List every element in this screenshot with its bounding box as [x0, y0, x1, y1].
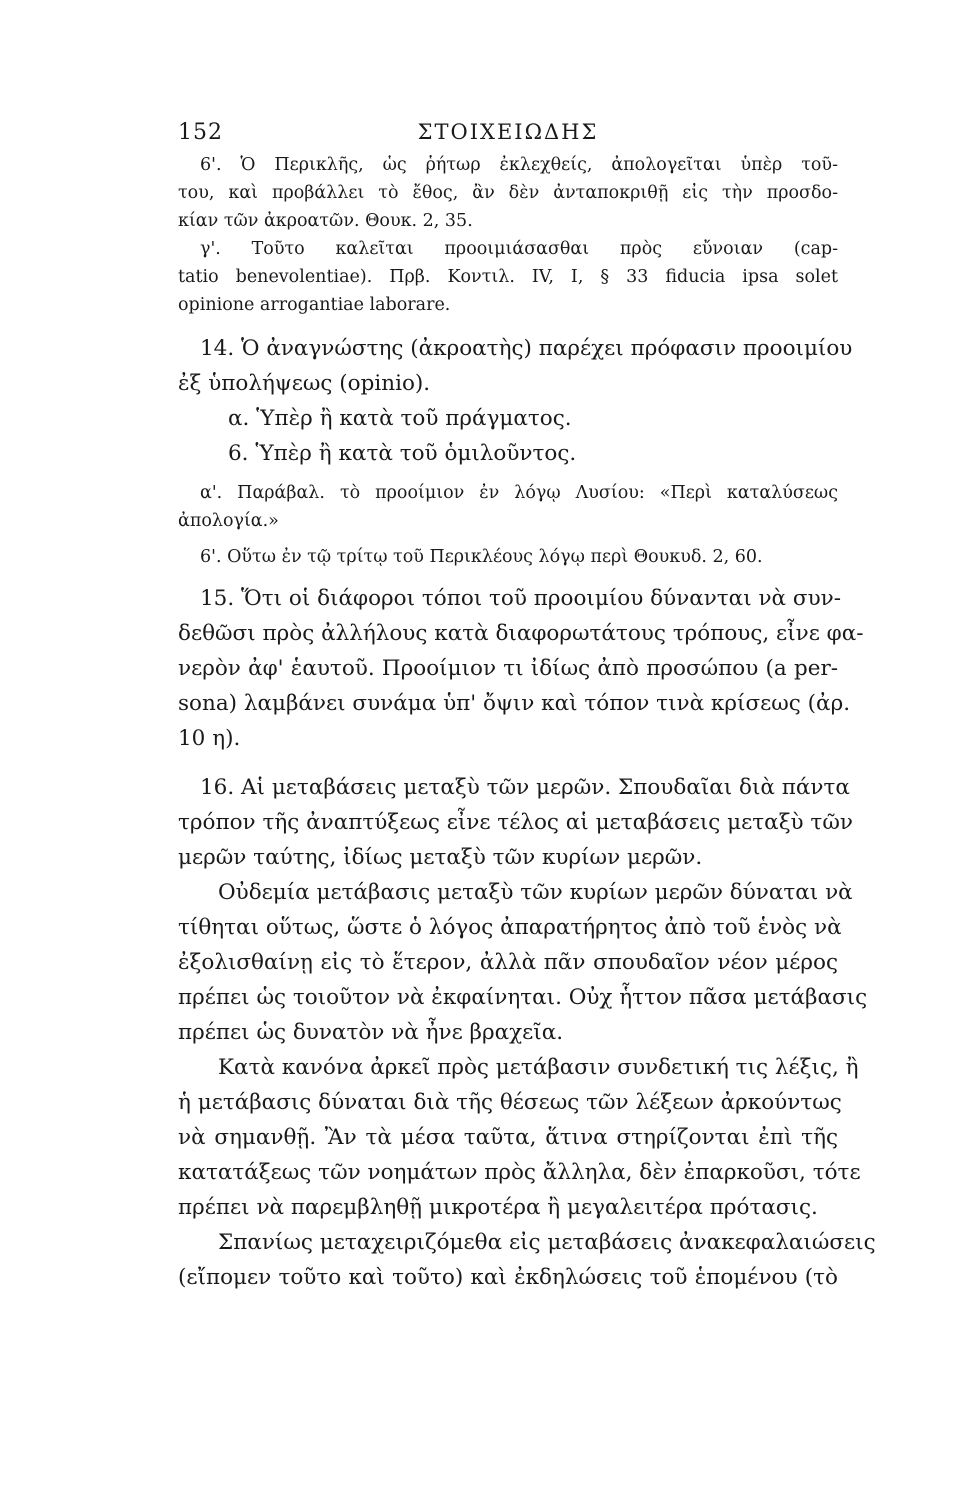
text-line: πρέπει ὡς τοιοῦτον νὰ ἐκφαίνηται. Οὐχ ἧττον πᾶσα μετάβασις	[178, 985, 868, 1010]
text-line: κατατάξεως τῶν νοημάτων πρὸς ἄλληλα, δὲν ἐπαρκοῦσι, τότε	[178, 1160, 861, 1185]
text-block-para-14	[178, 331, 853, 471]
text-line: μερῶν ταύτης, ἰδίως μεταξὺ τῶν κυρίων μερῶν.	[178, 845, 703, 870]
text-line: νὰ σημανθῇ. Ἂν τὰ μέσα ταῦτα, ἅτινα στηρίζονται ἐπὶ τῆς	[178, 1125, 838, 1150]
text-line: Σπανίως μεταχειριζόμεθα εἰς μεταβάσεις ἀνακεφαλαιώσεις	[218, 1230, 876, 1255]
text-block-note-b14	[178, 543, 838, 571]
text-line: tatio benevolentiae). Πρβ. Κοντιλ. IV, I, § 33 fiducia ipsa solet	[178, 267, 838, 287]
text-line: ἐξολισθαίνῃ εἰς τὸ ἕτερον, ἀλλὰ πᾶν σπουδαῖον νέον μέρος	[178, 950, 838, 975]
text-block-para-16c	[178, 1050, 861, 1225]
text-line: sona) λαμβάνει συνάμα ὑπ' ὄψιν καὶ τόπον τινὰ κρίσεως (ἀρ.	[178, 691, 851, 716]
text-block-para-16d	[178, 1225, 876, 1295]
text-line: α. Ὑπὲρ ἢ κατὰ τοῦ πράγματος.	[228, 406, 572, 431]
text-block-note-a14	[178, 479, 838, 535]
text-line: κίαν τῶν ἀκροατῶν. Θουκ. 2, 35.	[178, 211, 473, 231]
page-header	[178, 120, 838, 150]
text-line: νερὸν ἀφ' ἑαυτοῦ. Προοίμιον τι ἰδίως ἀπὸ προσώπου (a per-	[178, 656, 838, 681]
text-block-note-b	[178, 151, 838, 235]
text-line: 6'. Οὕτω ἐν τῷ τρίτῳ τοῦ Περικλέους λόγῳ περὶ Θουκυδ. 2, 60.	[200, 547, 763, 567]
text-line: τίθηται οὕτως, ὥστε ὁ λόγος ἀπαρατήρητος ἀπὸ τοῦ ἑνὸς νὰ	[178, 915, 842, 940]
page-number: 152	[178, 120, 223, 145]
text-line: τρόπον τῆς ἀναπτύξεως εἶνε τέλος αἱ μεταβάσεις μεταξὺ τῶν	[178, 810, 853, 835]
text-line: 16. Αἱ μεταβάσεις μεταξὺ τῶν μερῶν. Σπουδαῖαι διὰ πάντα	[200, 775, 850, 800]
text-line: πρέπει ὡς δυνατὸν νὰ ἦνε βραχεῖα.	[178, 1020, 564, 1045]
page-body	[178, 151, 876, 1295]
text-line: 15. Ὅτι οἱ διάφοροι τόποι τοῦ προοιμίου δύνανται νὰ συν-	[200, 586, 841, 611]
text-block-para-15	[178, 581, 864, 756]
text-block-para-16	[178, 770, 853, 875]
running-title: ΣΤΟΙΧΕΙΩΔΗΣ	[417, 120, 599, 144]
text-line: opinione arrogantiae laborare.	[178, 295, 451, 315]
text-line: (εἴπομεν τοῦτο καὶ τοῦτο) καὶ ἐκδηλώσεις τοῦ ἑπομένου (τὸ	[178, 1265, 838, 1290]
text-line: 10 η).	[178, 726, 241, 751]
text-line: ἐξ ὑπολήψεως (opinio).	[178, 371, 431, 396]
text-line: ἡ μετάβασις δύναται διὰ τῆς θέσεως τῶν λέξεων ἀρκούντως	[178, 1090, 842, 1115]
text-line: Κατὰ κανόνα ἀρκεῖ πρὸς μετάβασιν συνδετική τις λέξις, ἢ	[218, 1055, 859, 1080]
text-line: δεθῶσι πρὸς ἀλλήλους κατὰ διαφορωτάτους τρόπους, εἶνε φα-	[178, 621, 864, 646]
text-line: α'. Παράβαλ. τὸ προοίμιον ἐν λόγῳ Λυσίου: «Περὶ καταλύσεως	[200, 483, 838, 503]
text-line: Οὐδεμία μετάβασις μεταξὺ τῶν κυρίων μερῶν δύναται νὰ	[218, 880, 853, 905]
text-line: γ'. Τοῦτο καλεῖται προοιμιάσασθαι πρὸς εὔνοιαν (cap-	[200, 239, 838, 259]
text-line: 6'. Ὁ Περικλῆς, ὡς ῥήτωρ ἐκλεχθείς, ἀπολογεῖται ὑπὲρ τοῦ-	[200, 155, 838, 175]
text-line: του, καὶ προβάλλει τὸ ἔθος, ἂν δὲν ἀνταποκριθῇ εἰς τὴν προσδο-	[178, 183, 838, 203]
text-line: πρέπει νὰ παρεμβληθῇ μικροτέρα ἢ μεγαλειτέρα πρότασις.	[178, 1195, 818, 1220]
text-line: 6. Ὑπὲρ ἢ κατὰ τοῦ ὁμιλοῦντος.	[228, 441, 577, 466]
text-line: 14. Ὁ ἀναγνώστης (ἀκροατὴς) παρέχει πρόφασιν προοιμίου	[200, 336, 853, 361]
text-block-note-g	[178, 235, 838, 319]
text-block-para-16b	[178, 875, 868, 1050]
text-line: ἀπολογία.»	[178, 511, 279, 531]
